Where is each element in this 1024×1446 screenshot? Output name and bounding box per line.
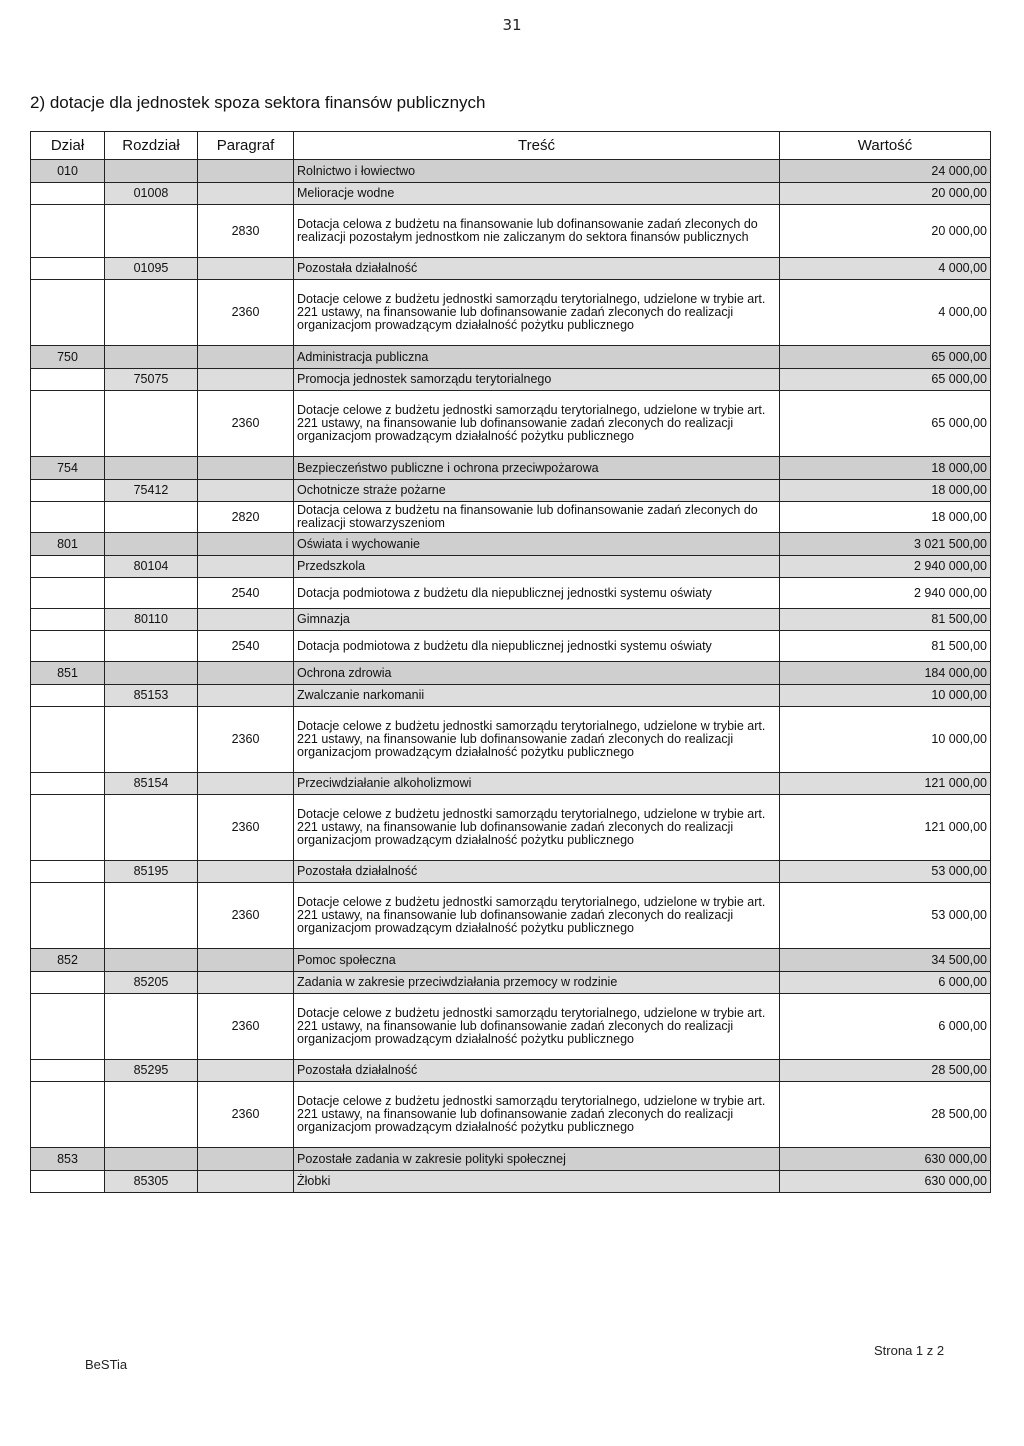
cell-tresc: Gimnazja: [294, 609, 780, 631]
cell-wartosc: 28 500,00: [780, 1060, 991, 1082]
cell-dzial: 754: [31, 457, 105, 480]
table-row-paragraf: [31, 502, 991, 533]
cell-paragraf: 2820: [198, 502, 294, 533]
cell-wartosc: 53 000,00: [780, 861, 991, 883]
cell-rozdzial: [105, 662, 198, 685]
cell-rozdzial: 01008: [105, 183, 198, 205]
cell-paragraf: [198, 457, 294, 480]
table-row-rozdzial: [31, 556, 991, 578]
cell-dzial: 853: [31, 1148, 105, 1171]
cell-tresc: Zadania w zakresie przeciwdziałania przemocy w rodzinie: [294, 972, 780, 994]
cell-wartosc: 2 940 000,00: [780, 578, 991, 609]
cell-paragraf: 2360: [198, 795, 294, 861]
table-row-paragraf: [31, 795, 991, 861]
cell-tresc: Przeciwdziałanie alkoholizmowi: [294, 773, 780, 795]
cell-dzial: [31, 972, 105, 994]
table-row-rozdzial: [31, 480, 991, 502]
cell-tresc: Pozostała działalność: [294, 1060, 780, 1082]
cell-wartosc: 4 000,00: [780, 258, 991, 280]
cell-paragraf: [198, 861, 294, 883]
table-row-paragraf: [31, 994, 991, 1060]
table-row-rozdzial: [31, 685, 991, 707]
cell-rozdzial: [105, 1082, 198, 1148]
cell-wartosc: 65 000,00: [780, 369, 991, 391]
cell-wartosc: 3 021 500,00: [780, 533, 991, 556]
header-rozdzial: Rozdział: [105, 132, 198, 160]
cell-paragraf: [198, 160, 294, 183]
cell-dzial: [31, 502, 105, 533]
footer-page-count: Strona 1 z 2: [874, 1343, 945, 1358]
table-row-rozdzial: [31, 609, 991, 631]
cell-rozdzial: [105, 205, 198, 258]
cell-rozdzial: 85305: [105, 1171, 198, 1193]
table-row-rozdzial: [31, 369, 991, 391]
table-row-paragraf: [31, 707, 991, 773]
cell-tresc: Dotacja celowa z budżetu na finansowanie lub dofinansowanie zadań zleconych do realizacji stowarzyszeniom: [294, 502, 780, 533]
cell-dzial: [31, 795, 105, 861]
footer-software-label: BeSTia: [85, 1357, 128, 1372]
cell-wartosc: 121 000,00: [780, 773, 991, 795]
cell-dzial: [31, 861, 105, 883]
cell-rozdzial: 75075: [105, 369, 198, 391]
cell-paragraf: [198, 258, 294, 280]
cell-wartosc: 4 000,00: [780, 280, 991, 346]
cell-wartosc: 6 000,00: [780, 972, 991, 994]
cell-rozdzial: [105, 883, 198, 949]
cell-dzial: [31, 369, 105, 391]
cell-paragraf: 2360: [198, 994, 294, 1060]
table-row-paragraf: [31, 883, 991, 949]
cell-paragraf: 2360: [198, 391, 294, 457]
header-wartosc: Wartość: [780, 132, 991, 160]
table-row-dzial: [31, 533, 991, 556]
cell-paragraf: 2360: [198, 280, 294, 346]
cell-dzial: [31, 258, 105, 280]
cell-rozdzial: [105, 502, 198, 533]
cell-wartosc: 6 000,00: [780, 994, 991, 1060]
cell-wartosc: 18 000,00: [780, 457, 991, 480]
cell-paragraf: 2830: [198, 205, 294, 258]
cell-paragraf: [198, 685, 294, 707]
cell-dzial: 010: [31, 160, 105, 183]
cell-rozdzial: 80110: [105, 609, 198, 631]
cell-tresc: Dotacje celowe z budżetu jednostki samorządu terytorialnego, udzielone w trybie art. 221 ustawy, na finansowanie lub dofinansowanie zadań zleconych do realizacji organizacjom prowadzącym działalność pożytku publicznego: [294, 795, 780, 861]
cell-wartosc: 65 000,00: [780, 391, 991, 457]
cell-rozdzial: [105, 1148, 198, 1171]
cell-dzial: [31, 205, 105, 258]
cell-wartosc: 630 000,00: [780, 1171, 991, 1193]
cell-wartosc: 2 940 000,00: [780, 556, 991, 578]
cell-paragraf: [198, 346, 294, 369]
cell-paragraf: [198, 369, 294, 391]
cell-dzial: [31, 707, 105, 773]
table-row-rozdzial: [31, 773, 991, 795]
cell-tresc: Pozostała działalność: [294, 861, 780, 883]
cell-tresc: Dotacje celowe z budżetu jednostki samorządu terytorialnego, udzielone w trybie art. 221 ustawy, na finansowanie lub dofinansowanie zadań zleconych do realizacji organizacjom prowadzącym działalność pożytku publicznego: [294, 707, 780, 773]
table-row-rozdzial: [31, 861, 991, 883]
cell-paragraf: 2360: [198, 883, 294, 949]
cell-paragraf: [198, 480, 294, 502]
cell-tresc: Oświata i wychowanie: [294, 533, 780, 556]
cell-paragraf: [198, 1171, 294, 1193]
cell-wartosc: 10 000,00: [780, 685, 991, 707]
cell-rozdzial: [105, 160, 198, 183]
cell-tresc: Przedszkola: [294, 556, 780, 578]
cell-dzial: 851: [31, 662, 105, 685]
cell-wartosc: 24 000,00: [780, 160, 991, 183]
cell-dzial: [31, 183, 105, 205]
cell-paragraf: [198, 183, 294, 205]
table-row-rozdzial: [31, 1171, 991, 1193]
cell-tresc: Zwalczanie narkomanii: [294, 685, 780, 707]
cell-paragraf: 2360: [198, 707, 294, 773]
cell-rozdzial: [105, 533, 198, 556]
cell-dzial: [31, 994, 105, 1060]
cell-rozdzial: [105, 795, 198, 861]
cell-tresc: Dotacja celowa z budżetu na finansowanie lub dofinansowanie zadań zleconych do realizacji pozostałym jednostkom nie zaliczanym do sektora finansów publicznych: [294, 205, 780, 258]
cell-rozdzial: 85153: [105, 685, 198, 707]
cell-tresc: Dotacja podmiotowa z budżetu dla niepublicznej jednostki systemu oświaty: [294, 631, 780, 662]
cell-paragraf: [198, 1148, 294, 1171]
cell-tresc: Żłobki: [294, 1171, 780, 1193]
cell-rozdzial: 01095: [105, 258, 198, 280]
cell-dzial: [31, 609, 105, 631]
cell-wartosc: 28 500,00: [780, 1082, 991, 1148]
cell-dzial: 750: [31, 346, 105, 369]
table-row-rozdzial: [31, 972, 991, 994]
table-row-dzial: [31, 949, 991, 972]
cell-rozdzial: [105, 457, 198, 480]
table-row-rozdzial: [31, 183, 991, 205]
cell-paragraf: [198, 556, 294, 578]
cell-rozdzial: 85195: [105, 861, 198, 883]
cell-wartosc: 10 000,00: [780, 707, 991, 773]
table-row-dzial: [31, 1148, 991, 1171]
cell-tresc: Administracja publiczna: [294, 346, 780, 369]
cell-wartosc: 630 000,00: [780, 1148, 991, 1171]
table-row-rozdzial: [31, 258, 991, 280]
cell-paragraf: 2540: [198, 578, 294, 609]
cell-paragraf: 2360: [198, 1082, 294, 1148]
cell-dzial: [31, 578, 105, 609]
cell-rozdzial: 85154: [105, 773, 198, 795]
cell-dzial: [31, 1082, 105, 1148]
cell-rozdzial: 75412: [105, 480, 198, 502]
cell-tresc: Dotacje celowe z budżetu jednostki samorządu terytorialnego, udzielone w trybie art. 221 ustawy, na finansowanie lub dofinansowanie zadań zleconych do realizacji organizacjom prowadzącym działalność pożytku publicznego: [294, 280, 780, 346]
cell-dzial: [31, 631, 105, 662]
cell-dzial: [31, 883, 105, 949]
cell-paragraf: [198, 662, 294, 685]
cell-dzial: 852: [31, 949, 105, 972]
cell-dzial: [31, 480, 105, 502]
table-row-paragraf: [31, 631, 991, 662]
cell-rozdzial: [105, 994, 198, 1060]
cell-tresc: Ochrona zdrowia: [294, 662, 780, 685]
cell-tresc: Dotacje celowe z budżetu jednostki samorządu terytorialnego, udzielone w trybie art. 221 ustawy, na finansowanie lub dofinansowanie zadań zleconych do realizacji organizacjom prowadzącym działalność pożytku publicznego: [294, 391, 780, 457]
table-row-paragraf: [31, 205, 991, 258]
table-body: [31, 160, 991, 1193]
cell-paragraf: [198, 609, 294, 631]
cell-paragraf: 2540: [198, 631, 294, 662]
cell-rozdzial: 85295: [105, 1060, 198, 1082]
cell-dzial: [31, 685, 105, 707]
cell-tresc: Dotacje celowe z budżetu jednostki samorządu terytorialnego, udzielone w trybie art. 221 ustawy, na finansowanie lub dofinansowanie zadań zleconych do realizacji organizacjom prowadzącym działalność pożytku publicznego: [294, 994, 780, 1060]
section-title: 2) dotacje dla jednostek spoza sektora finansów publicznych: [30, 93, 486, 112]
cell-wartosc: 34 500,00: [780, 949, 991, 972]
cell-tresc: Pozostała działalność: [294, 258, 780, 280]
cell-wartosc: 65 000,00: [780, 346, 991, 369]
cell-tresc: Rolnictwo i łowiectwo: [294, 160, 780, 183]
table-row-paragraf: [31, 1082, 991, 1148]
cell-tresc: Ochotnicze straże pożarne: [294, 480, 780, 502]
cell-dzial: [31, 556, 105, 578]
cell-dzial: 801: [31, 533, 105, 556]
cell-paragraf: [198, 972, 294, 994]
cell-tresc: Melioracje wodne: [294, 183, 780, 205]
cell-wartosc: 18 000,00: [780, 502, 991, 533]
cell-wartosc: 121 000,00: [780, 795, 991, 861]
table-row-dzial: [31, 662, 991, 685]
cell-tresc: Promocja jednostek samorządu terytorialnego: [294, 369, 780, 391]
cell-wartosc: 53 000,00: [780, 883, 991, 949]
header-tresc: Treść: [294, 132, 780, 160]
cell-dzial: [31, 773, 105, 795]
cell-tresc: Dotacje celowe z budżetu jednostki samorządu terytorialnego, udzielone w trybie art. 221 ustawy, na finansowanie lub dofinansowanie zadań zleconych do realizacji organizacjom prowadzącym działalność pożytku publicznego: [294, 883, 780, 949]
page-number: 31: [502, 16, 522, 34]
cell-paragraf: [198, 949, 294, 972]
table-row-dzial: [31, 160, 991, 183]
header-dzial: Dział: [31, 132, 105, 160]
cell-rozdzial: [105, 631, 198, 662]
cell-tresc: Pomoc społeczna: [294, 949, 780, 972]
budget-table: [30, 131, 991, 1193]
cell-paragraf: [198, 1060, 294, 1082]
table-header-row: [31, 132, 991, 160]
cell-rozdzial: 80104: [105, 556, 198, 578]
cell-paragraf: [198, 773, 294, 795]
cell-wartosc: 81 500,00: [780, 631, 991, 662]
cell-dzial: [31, 391, 105, 457]
cell-tresc: Pozostałe zadania w zakresie polityki społecznej: [294, 1148, 780, 1171]
cell-wartosc: 81 500,00: [780, 609, 991, 631]
cell-wartosc: 20 000,00: [780, 205, 991, 258]
header-paragraf: Paragraf: [198, 132, 294, 160]
table-row-dzial: [31, 346, 991, 369]
cell-tresc: Dotacje celowe z budżetu jednostki samorządu terytorialnego, udzielone w trybie art. 221 ustawy, na finansowanie lub dofinansowanie zadań zleconych do realizacji organizacjom prowadzącym działalność pożytku publicznego: [294, 1082, 780, 1148]
cell-rozdzial: [105, 578, 198, 609]
cell-paragraf: [198, 533, 294, 556]
cell-rozdzial: [105, 346, 198, 369]
cell-tresc: Bezpieczeństwo publiczne i ochrona przeciwpożarowa: [294, 457, 780, 480]
cell-wartosc: 184 000,00: [780, 662, 991, 685]
cell-rozdzial: [105, 949, 198, 972]
cell-dzial: [31, 280, 105, 346]
cell-wartosc: 18 000,00: [780, 480, 991, 502]
cell-rozdzial: [105, 391, 198, 457]
cell-wartosc: 20 000,00: [780, 183, 991, 205]
table-row-dzial: [31, 457, 991, 480]
cell-rozdzial: [105, 280, 198, 346]
cell-rozdzial: [105, 707, 198, 773]
table-row-paragraf: [31, 280, 991, 346]
table-row-rozdzial: [31, 1060, 991, 1082]
table-row-paragraf: [31, 391, 991, 457]
cell-dzial: [31, 1171, 105, 1193]
cell-tresc: Dotacja podmiotowa z budżetu dla niepublicznej jednostki systemu oświaty: [294, 578, 780, 609]
cell-rozdzial: 85205: [105, 972, 198, 994]
cell-dzial: [31, 1060, 105, 1082]
table-row-paragraf: [31, 578, 991, 609]
